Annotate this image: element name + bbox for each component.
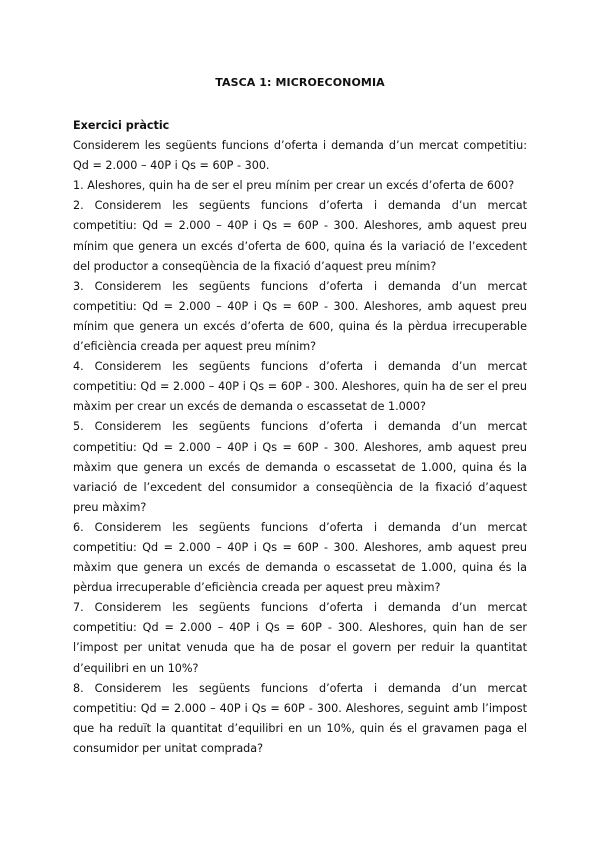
section-heading: Exercici pràctic bbox=[73, 119, 170, 132]
question-7: 7. Considerem les següents funcions d’oferta i demanda d’un mercat competitiu: Qd = 2.000 – 40P i Qs = 60P - 300. Aleshores, quin han de ser l’impost per unitat venuda que ha de posar el govern per reduir la quantitat d’equilibri en un 10%? bbox=[73, 601, 527, 675]
question-3: 3. Considerem les següents funcions d’oferta i demanda d’un mercat competitiu: Qd = 2.000 – 40P i Qs = 60P - 300. Aleshores, amb aquest preu mínim que genera un excés d’oferta de 600, quina és la pèrdua irrecuperable d’eficiència creada per aquest preu mínim? bbox=[73, 279, 527, 354]
question-5: 5. Considerem les següents funcions d’oferta i demanda d’un mercat competitiu: Qd = 2.000 – 40P i Qs = 60P - 300. Aleshores, amb aquest preu màxim que genera un excés de demanda o escassetat de 1.000, quina és la variació de l’excedent del consumidor a conseqüència de la fixació d’aquest preu màxim? bbox=[73, 420, 527, 514]
document-body bbox=[73, 116, 527, 759]
intro-paragraph: Considerem les següents funcions d’oferta i demanda d’un mercat competitiu: Qd = 2.000 – 40P i Qs = 60P - 300. bbox=[73, 139, 527, 173]
document-title: TASCA 1: MICROECONOMIA bbox=[215, 76, 385, 89]
question-8: 8. Considerem les següents funcions d’oferta i demanda d’un mercat competitiu: Qd = 2.000 – 40P i Qs = 60P - 300. Aleshores, seguint amb l’impost que ha reduït la quantitat d’equilibri en un 10%, quin és el gravamen paga el consumidor per unitat comprada? bbox=[73, 681, 527, 755]
question-6: 6. Considerem les següents funcions d’oferta i demanda d’un mercat competitiu: Qd = 2.000 – 40P i Qs = 60P - 300. Aleshores, amb aquest preu màxim que genera un excés de demanda o escassetat de 1.000, quina és la pèrdua irrecuperable d’eficiència creada per aquest preu màxim? bbox=[73, 520, 527, 595]
question-4: 4. Considerem les següents funcions d’oferta i demanda d’un mercat competitiu: Qd = 2.000 – 40P i Qs = 60P - 300. Aleshores, quin ha de ser el preu màxim per crear un excés de demanda o escassetat de 1.000? bbox=[73, 360, 527, 414]
question-2: 2. Considerem les següents funcions d’oferta i demanda d’un mercat competitiu: Qd = 2.000 – 40P i Qs = 60P - 300. Aleshores, amb aquest preu mínim que genera un excés d’oferta de 600, quina és la variació de l’excedent del productor a conseqüència de la fixació d’aquest preu mínim? bbox=[73, 199, 527, 273]
question-1: 1. Aleshores, quin ha de ser el preu mínim per crear un excés d’oferta de 600? bbox=[73, 179, 515, 193]
